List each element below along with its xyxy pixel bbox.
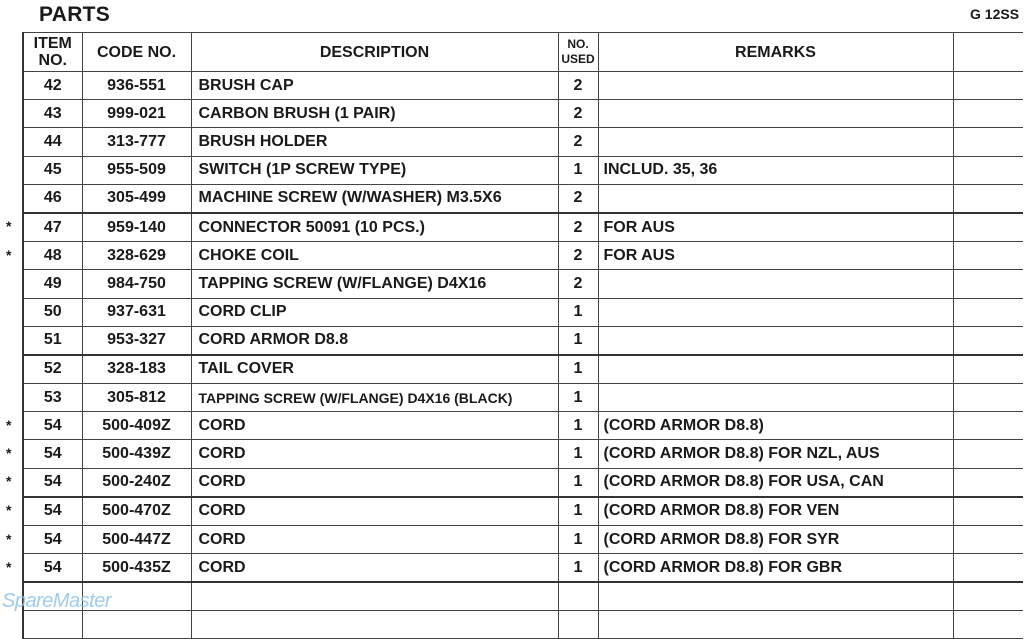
description-cell: CHOKE COIL <box>191 242 558 270</box>
extra-cell <box>953 213 1023 242</box>
table-row <box>23 184 1023 213</box>
item-no-cell: 42 <box>23 72 82 100</box>
remarks-cell: (CORD ARMOR D8.8) FOR VEN <box>598 497 953 526</box>
remarks-cell: (CORD ARMOR D8.8) FOR GBR <box>598 554 953 583</box>
no-used-cell: 1 <box>558 497 598 526</box>
table-header-row <box>23 33 1023 72</box>
no-used-cell: 2 <box>558 270 598 298</box>
table-row <box>23 355 1023 384</box>
code-no-cell: 936-551 <box>82 72 191 100</box>
table-row <box>23 412 1023 440</box>
header-description: DESCRIPTION <box>191 33 558 72</box>
no-used-cell: 1 <box>558 468 598 497</box>
remarks-cell: (CORD ARMOR D8.8) FOR SYR <box>598 526 953 554</box>
description-cell: CORD <box>191 554 558 583</box>
parts-table <box>22 32 1023 639</box>
extra-cell <box>953 497 1023 526</box>
remarks-cell: FOR AUS <box>598 242 953 270</box>
extra-cell <box>953 100 1023 128</box>
empty-cell <box>82 611 191 639</box>
no-used-cell: 2 <box>558 184 598 213</box>
no-used-cell: 2 <box>558 242 598 270</box>
code-no-cell: 500-435Z <box>82 554 191 583</box>
table-row <box>23 298 1023 326</box>
table-row <box>23 440 1023 468</box>
code-no-cell: 959-140 <box>82 213 191 242</box>
header-code-no: CODE NO. <box>82 33 191 72</box>
extra-cell <box>953 526 1023 554</box>
item-no-cell: 54 <box>23 497 82 526</box>
description-cell: CORD <box>191 497 558 526</box>
code-no-cell: 313-777 <box>82 128 191 156</box>
code-no-cell: 999-021 <box>82 100 191 128</box>
extra-cell <box>953 156 1023 184</box>
extra-cell <box>953 184 1023 213</box>
no-used-cell: 1 <box>558 384 598 412</box>
empty-cell <box>191 582 558 611</box>
item-no-cell: 54 <box>23 554 82 583</box>
item-no-cell: 44 <box>23 128 82 156</box>
header-extra <box>953 33 1023 72</box>
item-no-cell: 43 <box>23 100 82 128</box>
item-no-cell: 48 <box>23 242 82 270</box>
no-used-cell: 2 <box>558 213 598 242</box>
item-no-cell: 47 <box>23 213 82 242</box>
code-no-cell: 500-447Z <box>82 526 191 554</box>
table-row <box>23 128 1023 156</box>
extra-cell <box>953 72 1023 100</box>
code-no-cell: 937-631 <box>82 298 191 326</box>
table-row <box>23 554 1023 583</box>
no-used-cell: 1 <box>558 355 598 384</box>
empty-cell <box>598 611 953 639</box>
description-cell: CORD <box>191 440 558 468</box>
remarks-cell: (CORD ARMOR D8.8) <box>598 412 953 440</box>
item-no-cell: 54 <box>23 526 82 554</box>
description-cell: CORD CLIP <box>191 298 558 326</box>
item-no-cell: 54 <box>23 440 82 468</box>
header-used-line1: NO. <box>567 37 589 51</box>
description-cell: MACHINE SCREW (W/WASHER) M3.5X6 <box>191 184 558 213</box>
empty-row <box>23 582 1023 611</box>
extra-cell <box>953 326 1023 355</box>
remarks-cell <box>598 184 953 213</box>
header-item-line1: ITEM <box>33 35 72 52</box>
code-no-cell: 500-439Z <box>82 440 191 468</box>
extra-cell <box>953 468 1023 497</box>
item-no-cell: 46 <box>23 184 82 213</box>
no-used-cell: 1 <box>558 412 598 440</box>
item-no-cell: 45 <box>23 156 82 184</box>
extra-cell <box>953 128 1023 156</box>
asterisk-marker: * <box>6 444 12 461</box>
table-row <box>23 526 1023 554</box>
table-row <box>23 100 1023 128</box>
description-cell: BRUSH CAP <box>191 72 558 100</box>
table-row <box>23 156 1023 184</box>
asterisk-marker: * <box>6 217 12 234</box>
code-no-cell: 500-409Z <box>82 412 191 440</box>
description-cell: TAIL COVER <box>191 355 558 384</box>
no-used-cell: 1 <box>558 298 598 326</box>
description-cell: CARBON BRUSH (1 PAIR) <box>191 100 558 128</box>
item-no-cell: 53 <box>23 384 82 412</box>
table-row <box>23 242 1023 270</box>
item-no-cell: 50 <box>23 298 82 326</box>
asterisk-marker: * <box>6 501 12 518</box>
no-used-cell: 2 <box>558 72 598 100</box>
empty-cell <box>598 582 953 611</box>
extra-cell <box>953 554 1023 583</box>
header-no-used <box>558 33 598 72</box>
no-used-cell: 1 <box>558 326 598 355</box>
extra-cell <box>953 298 1023 326</box>
description-cell: CONNECTOR 50091 (10 PCS.) <box>191 213 558 242</box>
extra-cell <box>953 270 1023 298</box>
empty-cell <box>191 611 558 639</box>
no-used-cell: 1 <box>558 554 598 583</box>
remarks-cell <box>598 384 953 412</box>
asterisk-marker: * <box>6 558 12 575</box>
asterisk-marker: * <box>6 246 12 263</box>
table-row <box>23 213 1023 242</box>
extra-cell <box>953 242 1023 270</box>
extra-cell <box>953 412 1023 440</box>
extra-cell <box>953 384 1023 412</box>
asterisk-marker: * <box>6 473 12 490</box>
no-used-cell: 2 <box>558 100 598 128</box>
description-cell: BRUSH HOLDER <box>191 128 558 156</box>
code-no-cell: 500-470Z <box>82 497 191 526</box>
item-no-cell: 51 <box>23 326 82 355</box>
code-no-cell: 953-327 <box>82 326 191 355</box>
page-title: PARTS <box>39 3 111 26</box>
no-used-cell: 2 <box>558 128 598 156</box>
remarks-cell <box>598 270 953 298</box>
code-no-cell: 984-750 <box>82 270 191 298</box>
table-row <box>23 468 1023 497</box>
code-no-cell: 328-629 <box>82 242 191 270</box>
remarks-cell: FOR AUS <box>598 213 953 242</box>
empty-row <box>23 611 1023 639</box>
item-no-cell: 52 <box>23 355 82 384</box>
header-used-line2: USED <box>561 52 595 66</box>
remarks-cell: INCLUD. 35, 36 <box>598 156 953 184</box>
item-no-cell: 54 <box>23 412 82 440</box>
code-no-cell: 500-240Z <box>82 468 191 497</box>
model-number: G 12SS <box>970 6 1020 22</box>
table-row <box>23 270 1023 298</box>
remarks-cell <box>598 298 953 326</box>
remarks-cell <box>598 326 953 355</box>
remarks-cell <box>598 355 953 384</box>
header-remarks: REMARKS <box>598 33 953 72</box>
extra-cell <box>953 355 1023 384</box>
empty-cell <box>558 611 598 639</box>
item-no-cell: 54 <box>23 468 82 497</box>
code-no-cell: 328-183 <box>82 355 191 384</box>
table-row <box>23 72 1023 100</box>
table-row <box>23 384 1023 412</box>
remarks-cell: (CORD ARMOR D8.8) FOR USA, CAN <box>598 468 953 497</box>
remarks-cell <box>598 100 953 128</box>
no-used-cell: 1 <box>558 156 598 184</box>
empty-cell <box>558 582 598 611</box>
description-cell: TAPPING SCREW (W/FLANGE) D4X16 <box>191 270 558 298</box>
table-row <box>23 326 1023 355</box>
asterisk-marker: * <box>6 530 12 547</box>
asterisk-marker: * <box>6 416 12 433</box>
no-used-cell: 1 <box>558 440 598 468</box>
description-cell: CORD <box>191 526 558 554</box>
remarks-cell <box>598 72 953 100</box>
description-cell: CORD ARMOR D8.8 <box>191 326 558 355</box>
empty-cell <box>953 611 1023 639</box>
extra-cell <box>953 440 1023 468</box>
no-used-cell: 1 <box>558 526 598 554</box>
description-cell: SWITCH (1P SCREW TYPE) <box>191 156 558 184</box>
empty-cell <box>953 582 1023 611</box>
code-no-cell: 305-499 <box>82 184 191 213</box>
remarks-cell: (CORD ARMOR D8.8) FOR NZL, AUS <box>598 440 953 468</box>
table-row <box>23 497 1023 526</box>
remarks-cell <box>598 128 953 156</box>
item-no-cell: 49 <box>23 270 82 298</box>
description-cell: CORD <box>191 412 558 440</box>
description-cell: TAPPING SCREW (W/FLANGE) D4X16 (BLACK) <box>191 384 558 412</box>
empty-cell <box>23 611 82 639</box>
header-item-line2: NO. <box>38 52 67 69</box>
code-no-cell: 955-509 <box>82 156 191 184</box>
watermark-logo: SpareMaster <box>2 590 111 612</box>
header-item-no <box>23 33 82 72</box>
code-no-cell: 305-812 <box>82 384 191 412</box>
description-cell: CORD <box>191 468 558 497</box>
